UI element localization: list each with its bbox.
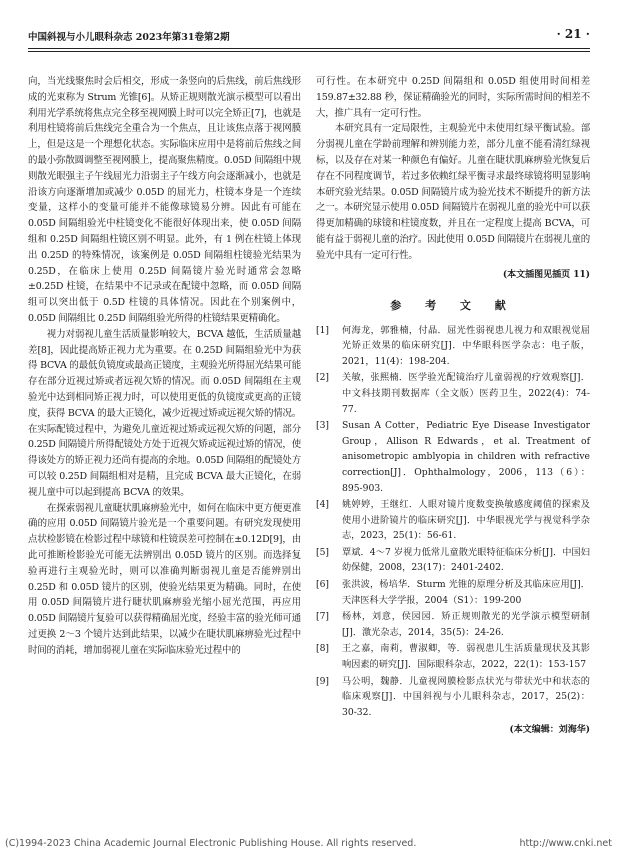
references-heading: 参 考 文 献	[390, 298, 516, 312]
editor-credit: (本文编辑：刘海华)	[509, 725, 590, 736]
reference-text: 关敏，张熙楠．医学验光配镜治疗儿童弱视的疗效观察[J]．中文科技期刊数据库（全文版）医药卫生，2022(4)：74-77.	[342, 372, 590, 415]
body-paragraph: 本研究具有一定局限性，主观验光中未使用红绿平衡试验。部分弱视儿童在学龄前理解和辨别能力差，部分儿童不能看清红绿视标，以及存在对某一种颜色有偏好。儿童在睫状肌麻痹验光恢复后存在不同程度调节，若过多依赖红绿平衡寻求最终球镜将明显影响本研究验光结果。0.05D 间隔镜片成为验光技术不断提升的新方法之一。本研究显示使用 0.05D 间隔镜片在弱视儿童的验光中可以获得更加精确的球镜和柱镜度数，并且在一定程度上提高 BCVA，可能有益于弱视儿童的治疗。因此使用 0.05D 间隔镜片在弱视儿童的验光中具有一定可行性。	[316, 123, 590, 261]
reference-text: 杨林，刘意，侯园园．矫正规则散光的光学演示模型研制[J]．激光杂志，2014，35(5)：24-26.	[342, 611, 590, 638]
reference-text: 张洪波，杨培华．Sturm 光锥的原理分析及其临床应用[J]．天津医科大学学报，2004（S1）：199-200	[342, 579, 590, 606]
reference-number: [9]	[316, 675, 330, 687]
reference-number: [5]	[316, 546, 330, 558]
running-header	[28, 20, 590, 48]
reference-item	[316, 674, 590, 721]
reference-number: [6]	[316, 579, 330, 591]
reference-number: [8]	[316, 643, 330, 655]
reference-item	[316, 418, 590, 496]
reference-text: 马公明，魏静．儿童视网膜检影点状光与带状光中和状态的临床观察[J]．中国斜视与小儿眼科杂志，2017，25(2)：30-32.	[342, 675, 590, 718]
reference-item	[316, 323, 590, 370]
figure-note: (本文插图见插页 11)	[502, 269, 590, 280]
reference-text: 王之嘉，南莉，曹淑卿，等．弱视患儿生活质量现状及其影响因素的研究[J]．国际眼科杂志，2022，22(1)：153-157	[342, 643, 590, 671]
header-rule	[28, 48, 590, 49]
right-column	[316, 74, 590, 735]
body-paragraph: 在探索弱视儿童睫状肌麻痹验光中，如何在临床中更方便更准确的应用 0.05D 间隔镜片验光是一个重要问题。有研究发现使用点状检影镜在检影过程中球镜和柱镜误差可控制在±0.12D[9]，由此可推断检影验光可能无法辨别出 0.05D 镜片的区别。而选择复验再进行主观验光时，则可以准确判断弱视儿童是否能辨别出 0.25D 和 0.05D 镜片的区别，使验光结果更为精确。同时，在使用 0.05D 间隔镜片进行睫状肌麻痹验光缩小屈光范围，再应用 0.05D 间隔镜片复验可以获得精确屈光度，经验丰富的验光师可通过更换 2～3 个镜片达到此结果，以减少在睫状肌麻痹验光过程中时间的消耗，增加弱视儿童在实际临床验光过程中的	[28, 502, 301, 656]
copyright-notice: (C)1994-2023 China Academic Journal Electronic Publishing House. All rights reserved.	[5, 838, 417, 849]
reference-text: 覃斌．4～7 岁视力低常儿童散光眼特征临床分析[J]．中国妇幼保健，2008，23(17)：2401-2402.	[342, 546, 590, 574]
reference-item	[316, 497, 590, 544]
page-number: · 21 ·	[556, 27, 590, 41]
reference-number: [2]	[316, 372, 330, 384]
journal-title: 中国斜视与小儿眼科杂志 2023年第31卷第2期	[28, 32, 230, 43]
reference-item	[316, 641, 590, 672]
body-paragraph: 视力对弱视儿童生活质量影响较大，BCVA 越低，生活质量越差[8]，因此提高矫正视力尤为重要。在 0.25D 间隔组验光中为获得 BCVA 的最低负镜度或最高正镜度，主观验光所得屈光结果可能存在部分近视过矫或者远视欠矫的情况。而 0.05D 间隔组在主观验光中达到相同矫正视力时，可以使用更低的负镜度或更高的正镜度，获得 BCVA 的最大正镜化，减少近视过矫或远视欠矫的情况。在实际配镜过程中，为避免儿童近视过矫或远视欠矫的问题，部分 0.25D 间隔镜片所得配镜处方处于近视欠矫或远视过矫的情况，使得该处方的矫正视力还尚有提高的余地。0.05D 间隔组的配镜处方可以较 0.25D 间隔组相对是精，且完成 BCVA 最大正镜化，在弱视儿童中可以起到提高 BCVA 的效果。	[28, 328, 301, 498]
reference-list	[316, 323, 590, 721]
reference-item	[316, 577, 590, 608]
reference-item	[316, 370, 590, 417]
reference-number: [1]	[316, 324, 330, 336]
reference-text: Susan A Cotter，Pediatric Eye Disease Investigator Group，Allison R Edwards，et al. Treatment of anisometropic amblyopia in children with refractive correction[J]．Ophthalmology，2006，113（6）：895-903.	[342, 420, 590, 494]
reference-number: [4]	[316, 499, 330, 511]
reference-number: [3]	[316, 420, 330, 432]
reference-item	[316, 545, 590, 576]
reference-number: [7]	[316, 611, 330, 623]
reference-text: 何海龙，郭雅楠，付晶．屈光性弱视患儿视力和双眼视觉屈光矫正效果的临床研究[J]．中华眼科医学杂志：电子版，2021，11(4)：198-204.	[342, 324, 590, 367]
reference-item	[316, 609, 590, 640]
body-paragraph: 可行性。在本研究中 0.25D 间隔组和 0.05D 组使用时间相差 159.87±32.88 秒，保证精确验光的同时，实际所需时间的相差不大，推广具有一定可行性。	[316, 76, 590, 119]
header-rule-thin	[28, 51, 590, 52]
left-column	[28, 74, 301, 658]
reference-text: 姚婷婷，王继红．人眼对镜片度数变换敏感度阈值的探索及使用小进阶镜片的临床研究[J]．中华眼视光学与视觉科学杂志，2023，25(1)：56-61.	[342, 499, 590, 542]
body-paragraph: 向，当光线聚焦时会后相交，形成一条竖向的后焦线，前后焦线形成的光束称为 Strum 光锥[6]。从矫正规则散光演示模型可以看出利用光学系统将焦点完全移至视网膜上时可以完全矫正[7]，也就是利用柱镜将前后焦线完全重合为一个焦点，且让该焦点落于视网膜上，但是这是一个理想化状态。实际临床应用中是将前后焦线之间的最小弥散圆调整至视网膜上，提高聚焦精度。0.05D 间隔组中规则散光眼强主子午线屈光力沿弱主子午线方向会逐渐减小，也就是沿该方向逐渐增加或减少 0.05D 的屈光力，柱镜本身是一个连续变量，这样小的变量可能并不能像球镜易分辨。因此有可能在 0.05D 间隔组验光中柱镜变化不能很好体现出来，使 0.05D 间隔组和 0.25D 间隔组柱镜区别不明显。此外，有 1 例在柱镜上体现出 0.25D 的特殊情况，该案例是 0.05D 间隔组柱镜验光结果为 0.25D，在临床上使用 0.25D 间隔镜片验光时通常会忽略 ±0.25D 柱镜，在结果中不记录或在配镜中忽略，而 0.05D 间隔组可以突出低于 0.5D 柱镜的具体情况。因此在个别案例中，0.05D 间隔组比 0.25D 间隔组验光所得的柱镜结果更精确化。	[28, 76, 301, 324]
footer-url[interactable]: http://www.cnki.net	[519, 838, 612, 849]
